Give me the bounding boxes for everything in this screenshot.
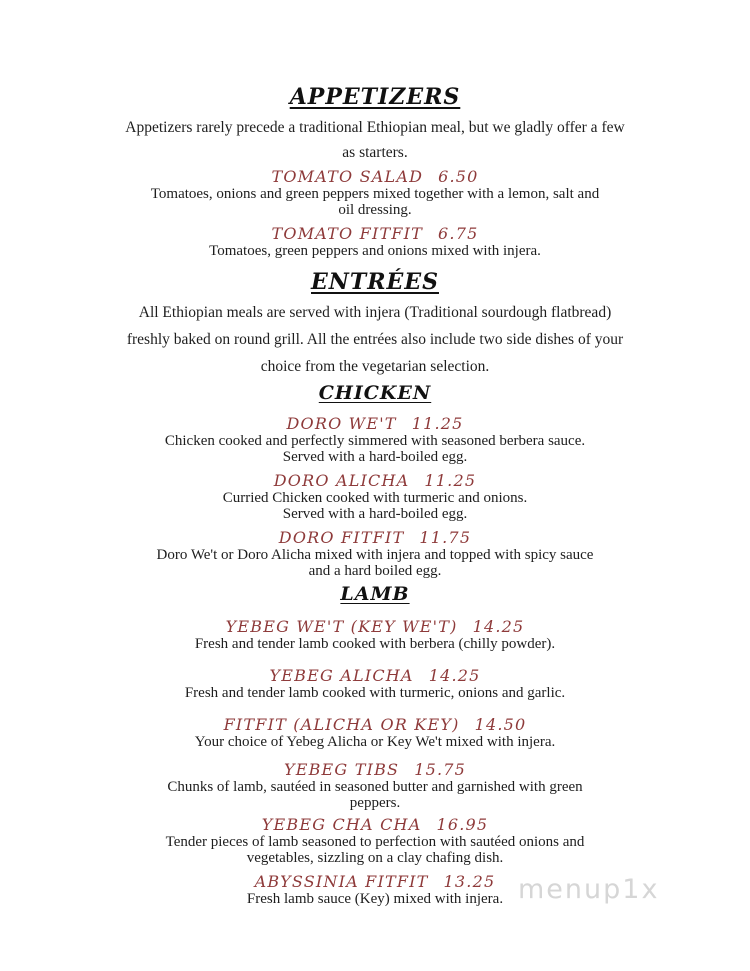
item-name: TOMATO FITFIT (271, 224, 424, 243)
item-head (0, 715, 750, 734)
item-price: 11.25 (411, 414, 464, 433)
item-description-line: Chicken cooked and perfectly simmered with seasoned berbera sauce. (164, 433, 586, 449)
item-head (0, 760, 750, 779)
section-title-chicken: CHICKEN (318, 382, 432, 404)
item-price: 14.25 (472, 617, 525, 636)
item-head (0, 617, 750, 636)
section-entrees (0, 269, 750, 380)
item-head (0, 666, 750, 685)
item-price: 13.25 (443, 872, 496, 891)
item-description-line: Curried Chicken cooked with turmeric and onions. (222, 490, 528, 506)
item-description-line: Served with a hard-boiled egg. (282, 449, 468, 465)
item-head (0, 224, 750, 243)
item-name: YEBEG WE'T (KEY WE'T) (225, 617, 458, 636)
item-price: 14.50 (474, 715, 527, 734)
item-head (0, 167, 750, 186)
item-description-line: Tomatoes, green peppers and onions mixed with injera. (209, 243, 541, 259)
section-title-appetizers: APPETIZERS (289, 84, 461, 110)
section-chicken (0, 382, 750, 579)
menu-item-tomato-salad (0, 167, 750, 218)
appetizers-intro (0, 115, 750, 165)
item-description-line: Fresh and tender lamb cooked with turmeric, onions and garlic. (184, 685, 566, 701)
item-name: YEBEG ALICHA (269, 666, 414, 685)
item-head (0, 528, 750, 547)
item-name: TOMATO SALAD (271, 167, 424, 186)
item-description-line: peppers. (349, 795, 401, 811)
item-description-line: Chunks of lamb, sautéed in seasoned butter and garnished with green (167, 779, 583, 795)
menu-item-doro-fitfit (0, 528, 750, 579)
section-title-entrees: ENTRÉES (311, 269, 439, 295)
menu-item-doro-wet (0, 414, 750, 465)
item-name: YEBEG TIBS (283, 760, 400, 779)
item-name: DORO FITFIT (278, 528, 405, 547)
item-description-line: Served with a hard-boiled egg. (282, 506, 468, 522)
section-appetizers (0, 84, 750, 259)
item-description-line: Tomatoes, onions and green peppers mixed together with a lemon, salt and (150, 186, 600, 202)
item-description-line: Doro We't or Doro Alicha mixed with injera and topped with spicy sauce (156, 547, 594, 563)
intro-line: All Ethiopian meals are served with injera (Traditional sourdough flatbread) (138, 304, 612, 321)
menupix-watermark: menup1x (518, 874, 660, 905)
menu-item-yebeg-tibs (0, 760, 750, 811)
item-head (0, 414, 750, 433)
item-description-line: Fresh and tender lamb cooked with berbera (chilly powder). (194, 636, 556, 652)
item-head (0, 471, 750, 490)
section-lamb (0, 583, 750, 907)
item-description-line: and a hard boiled egg. (308, 563, 442, 579)
menu-item-doro-alicha (0, 471, 750, 522)
item-price: 15.75 (414, 760, 467, 779)
item-description-line: Fresh lamb sauce (Key) mixed with injera. (246, 891, 504, 907)
item-name: DORO WE'T (286, 414, 397, 433)
item-head (0, 815, 750, 834)
section-title-lamb: LAMB (340, 583, 410, 605)
item-name: DORO ALICHA (273, 471, 410, 490)
intro-line: freshly baked on round grill. All the entrées also include two side dishes of your (126, 331, 624, 348)
item-name: ABYSSINIA FITFIT (254, 872, 429, 891)
item-price: 11.25 (424, 471, 477, 490)
menu-item-tomato-fitfit (0, 224, 750, 259)
item-description-line: oil dressing. (338, 202, 412, 218)
item-price: 6.75 (438, 224, 479, 243)
menu-item-yebeg-alicha (0, 666, 750, 701)
item-description-line: Tender pieces of lamb seasoned to perfection with sautéed onions and (165, 834, 585, 850)
item-name: FITFIT (ALICHA OR KEY) (223, 715, 460, 734)
item-description-line: vegetables, sizzling on a clay chafing dish. (246, 850, 504, 866)
menu-item-fitfit-alicha-or-key (0, 715, 750, 750)
item-price: 6.50 (438, 167, 479, 186)
intro-line: as starters. (342, 144, 408, 161)
intro-line: choice from the vegetarian selection. (260, 358, 490, 375)
item-price: 11.75 (419, 528, 472, 547)
entrees-intro (0, 299, 750, 380)
item-name: YEBEG CHA CHA (261, 815, 422, 834)
menu-item-yebeg-wet (0, 617, 750, 652)
item-price: 14.25 (428, 666, 481, 685)
menu-item-yebeg-cha-cha (0, 815, 750, 866)
item-description-line: Your choice of Yebeg Alicha or Key We't mixed with injera. (194, 734, 556, 750)
item-price: 16.95 (436, 815, 489, 834)
intro-line: Appetizers rarely precede a traditional Ethiopian meal, but we gladly offer a few (125, 119, 625, 136)
